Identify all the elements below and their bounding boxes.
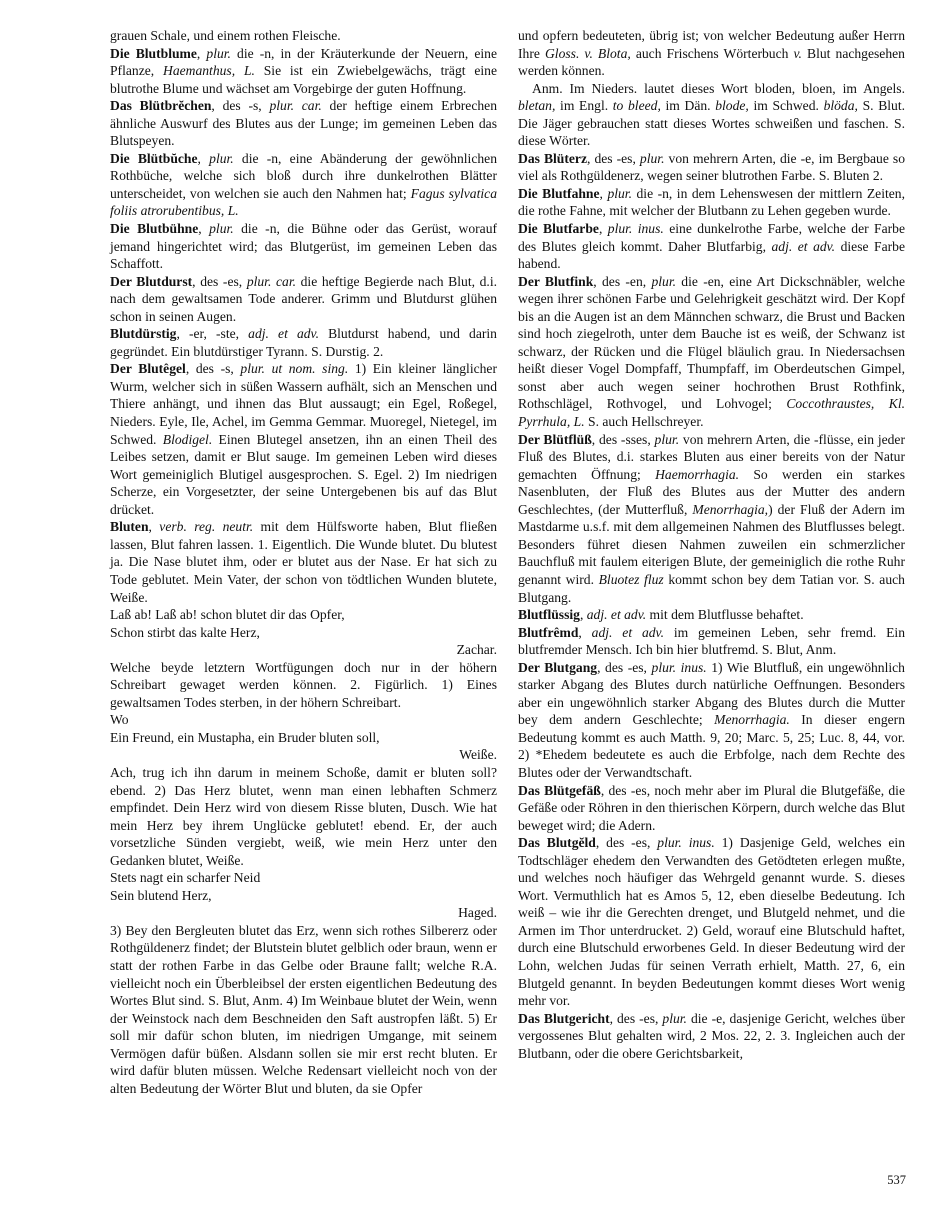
entry-headword: Das Blutgĕld: [518, 835, 596, 851]
italic-text: plur. inus.: [651, 659, 707, 675]
text-run: auch Frischens Wörterbuch: [630, 45, 794, 61]
text-run: mit dem Hülfsworte haben, Blut fließen lassen, Blut fahren lassen. 1. Eigentlich. Die Wunde blutet. Du blutest ja. Die Nase blutet ihm, oder er blutet aus der Nase. Er hat sich zu Tode geblutet. Mein Vater, der schon von tödtlichen Wunden blutete, Weiße.: [110, 519, 498, 605]
text-run: S. auch Hellschreyer.: [584, 414, 704, 430]
text-run: kommt schon bey dem Tatian vor. S. auch Blutgang.: [518, 571, 905, 605]
text-run: die -n, eine Abänderung der gewöhnlichen Rothbüche, welche sich bloß durch ihre dunkelrothen Blätter unterscheidet, von welchen sie auch den Nahmen hat;: [110, 150, 497, 201]
italic-text: plur.: [654, 431, 680, 447]
entry-headword: Das Blütgefäß: [518, 782, 601, 798]
italic-text: plur. inus.: [607, 221, 664, 237]
italic-text: plur. inus.: [657, 835, 715, 851]
italic-text: plur.: [662, 1010, 687, 1026]
italic-text: bletan,: [518, 98, 556, 114]
italic-text: Gloss. v. Blota,: [544, 45, 631, 61]
text-paragraph: [518, 27, 905, 80]
quote-attribution: Weiße.: [459, 747, 497, 763]
italic-text: Haemanthus, L.: [163, 63, 255, 79]
italic-text: plur.: [607, 185, 632, 201]
dictionary-entry: [110, 220, 497, 273]
text-run: Anm. Im Nieders. lautet dieses Wort bloden, bloen, im Angels.: [532, 80, 905, 96]
verse-line: Ein Freund, ein Mustapha, ein Bruder bluten soll,: [110, 729, 380, 745]
dictionary-entry: [110, 150, 497, 220]
dictionary-entry: [110, 325, 497, 360]
text-run: , des -es,: [595, 835, 658, 851]
dictionary-entry: [518, 1010, 905, 1063]
text-run: ,: [579, 607, 587, 623]
text-run: Blut nachgesehen werden können.: [518, 45, 905, 79]
entry-headword: Bluten: [110, 519, 149, 535]
italic-text: Bluotez fluz: [598, 571, 664, 587]
italic-text: to bleed,: [612, 98, 661, 114]
text-run: und opfern bedeuteten, übrig ist; von welcher Bedeutung außer Herrn Ihre: [518, 28, 905, 61]
dictionary-entry: [110, 273, 497, 326]
text-run: im Engl.: [555, 98, 613, 114]
italic-text: adj. et adv.: [591, 624, 664, 640]
entry-headword: Das Blütbrĕchen: [110, 98, 212, 114]
dictionary-entry: [110, 97, 497, 150]
text-run: die -n, die Bühne oder das Gerüst, worauf jemand hingerichtet wird; das Blutgerüst, im gemeinen Leben das Schaffott.: [110, 221, 498, 272]
text-run: eine dunkelrothe Farbe, welche der Farbe des Blutes gleich kommt. Daher Blutfarbig,: [518, 221, 906, 254]
entry-headword: Der Blutêgel: [110, 361, 186, 377]
text-run: ,: [148, 519, 160, 535]
verse-line: Schon stirbt das kalte Herz,: [110, 624, 260, 640]
text-run: im gemeinen Leben, sehr fremd. Ein blutfremder Mensch. Ich bin hier blutfremd. S. Blut, Anm.: [518, 624, 905, 658]
italic-text: Menorrhagia.: [714, 712, 790, 728]
dictionary-entry: [518, 273, 905, 431]
text-run: die heftige Begierde nach Blut, d.i. nach dem gewaltsamen Tode anderer. Grimm und Blutdurst glühen schon in seinen Augen.: [110, 273, 497, 324]
text-run: , -er, -ste,: [176, 326, 249, 342]
dictionary-entry: [518, 624, 905, 659]
dictionary-entry: [518, 606, 905, 624]
entry-headword: Der Blütflüß: [518, 431, 592, 447]
entry-headword: Blutfrêmd: [518, 624, 579, 640]
italic-text: plur. ut nom. sing.: [240, 361, 349, 377]
quote-attribution: Zachar.: [456, 642, 497, 658]
italic-text: verb. reg. neutr.: [159, 519, 254, 535]
text-run: Blutdurst habend, und darin gegründet. Ein blutdürstiger Tyrann. S. Durstig. 2.: [110, 326, 497, 359]
quote-attribution: Haged.: [458, 905, 497, 921]
dictionary-entry: [518, 431, 905, 606]
text-run: ,: [198, 221, 210, 237]
entry-headword: Der Blutfink: [518, 273, 594, 289]
text-run: ,: [599, 185, 608, 201]
dictionary-entry: [518, 834, 905, 1009]
italic-text: adj. et adv.: [586, 607, 647, 623]
text-paragraph: [110, 764, 497, 869]
text-run: die -en, eine Art Dickschnäbler, welche wegen ihrer schönen Farbe und Gelehrigkeit geschätzt wird. Der Kopf bis an die Augen ist an dem Männchen schwarz, die Brust und Backen sind hoch ziegelroth, unter dem Bauche ist es weiß, der Schwanz ist schwarz, der Rücken und die Flügel bläulich grau. In Niedersachsen heißt dieser Vogel Dompfaff, Thumpfaff, im Oberdeutschen Gimpel, sonst aber auch wegen seiner hochrothen Brust Rothfink, Rothschlägel, Rothvogel, und Lohvogel;: [518, 273, 905, 412]
text-run: Einen Blutegel ansetzen, ihn an einen Theil des Leibes setzen, damit er Blut sauge. Im gemeinen Leben wird dieses Wort gemeiniglich Blutigel ausgesprochen. S. Egel. 2) Im niedrigen Scherze, ein Vorgesetzter, der seine Untergebenen bis auf das Blut drücket.: [110, 431, 497, 517]
text-run: 1) Wie Blutfluß, ein ungewöhnlich starker Abgang des Blutes durch natürliche Oeffnungen. Besonders aber ein ungewöhnlich starker Abgang des Blutes durch die Mutter bey dem andern Geschlechte;: [518, 659, 905, 728]
text-run: der heftige einem Erbrechen ähnliche Auswurf des Blutes aus der Lunge; im gemeinen Leben das Blutspeyen.: [110, 98, 497, 149]
right-column: [518, 27, 905, 1062]
entry-headword: Die Blutfarbe: [518, 221, 599, 237]
entry-headword: Blutdürstig: [110, 326, 177, 342]
text-run: , des -es, noch mehr aber im Plural die Blutgefäße, die Gefäße oder Röhren in den thierischen Körpern, durch welche das Blut beweget wird; die Adern.: [518, 782, 905, 833]
text-run: die -e, dasjenige Gericht, welches über vergossenes Blut gehalten wird, 2 Mos. 22, 2. 3. Ingleichen auch der Blutbann, oder die obere Gerichtsbarkeit,: [518, 1010, 906, 1061]
text-run: von mehrern Arten, die -e, im Bergbaue so viel als Rothgüldenerz, wegen seiner blutrothen Farbe. S. Bluten 2.: [518, 150, 906, 184]
italic-text: plur.: [209, 150, 234, 166]
italic-text: blode,: [715, 98, 749, 114]
text-paragraph: [110, 659, 497, 712]
text-run: die -n, in dem Lehenswesen der mittlern Zeiten, die rothe Fahne, mit welcher der Blutbann zu Lehen gegeben wurde.: [518, 185, 905, 219]
entry-headword: Die Blütbŭche: [110, 150, 198, 166]
italic-text: plur. car.: [269, 98, 322, 114]
text-run: im Schwed.: [748, 98, 824, 114]
italic-text: plur. car.: [246, 273, 296, 289]
text-run: 1) Ein kleiner länglicher Wurm, welcher sich in süßen Wassern aufhält, sich an Menschen und Thiere anhängt, und ihnen das Blut aussaugt; ein Egel, Roßegel, Nieders. Eyle, Ile, Achel, im Gemma Gemmar. Muoregel, Nietegel, im Schwed.: [110, 361, 497, 447]
italic-text: Blodigel.: [162, 431, 213, 447]
text-run: 3) Bey den Bergleuten blutet das Erz, wenn sich rothes Silbererz oder Rothgüldenerz findet; der Blutstein blutet gelblich oder braun, wenn er statt der rothen Farbe in das Gelbe oder Braune fallt; welche R.A. vielleicht noch ein Überbleibsel der ersten eigentlichen Bedeutung des Wortes Blut sind. S. Blut, Anm. 4) Im Weinbaue blutet der Wein, wenn der Weinstock nach dem Beschneiden den Saft austropfen läßt. 5) Er soll mir dafür schon bluten, im niedrigen Umgange, mit seinem Vermögen dafür büßen. Alsdann sollen sie mir erst recht bluten. Er wird dafür bluten müssen. Welche Redensart vielleicht noch von der alten Bedeutung der Wörter Blut und bluten, da sie Opfer: [110, 922, 497, 1096]
text-run: ,: [197, 150, 210, 166]
text-run: , des -sses,: [591, 431, 655, 447]
italic-text: Coccothraustes, Kl. Pyrrhula, L.: [518, 396, 905, 430]
verse-line: Wo: [110, 712, 129, 728]
text-paragraph: [518, 80, 905, 150]
italic-text: v.: [793, 45, 802, 61]
text-run: die -n, in der Kräuterkunde der Neuern, eine Pflanze,: [110, 45, 497, 79]
text-run: mit dem Blutflusse behaftet.: [646, 607, 804, 623]
dictionary-entry: [518, 782, 905, 835]
italic-text: blöda,: [823, 98, 858, 114]
text-paragraph: [110, 27, 497, 45]
text-paragraph: [110, 922, 497, 1097]
entry-headword: Blutflüssig: [518, 607, 580, 623]
text-run: Ach, trug ich ihn darum in meinem Schoße, damit er bluten soll? ebend. 2) Das Herz blutet, wenn man einen lebhaften Schmerz empfindet. Dein Herz wird von diesem Risse bluten, Dusch. Wie hat mein Herz bey ihrem Unglücke geblutet! ebend. Er, der auch vorsetzliche Sünden vergiebt, weiß, wie mein Herz unter den Gedanken blutet, Weiße.: [110, 764, 497, 868]
dictionary-entry: [110, 518, 497, 606]
entry-headword: Der Blutdurst: [110, 273, 193, 289]
italic-text: adj. et adv.: [771, 238, 836, 254]
italic-text: plur.: [651, 273, 677, 289]
text-run: ,: [578, 624, 592, 640]
text-run: , des -es,: [587, 150, 640, 166]
dictionary-entry: [518, 659, 905, 782]
text-run: , des -en,: [593, 273, 652, 289]
text-run: ) der Fluß der Adern im Mastdarme u.s.f. mit dem allgemeinen Nahmen des Blutflusses belegt. Besonders führet diesen Nahmen zuweilen ein schmerzlicher Bauchfluß mit faulem eiterigen Blute, der gemeiniglich die rothe Ruhr genannt wird.: [518, 501, 905, 587]
text-run: In dieser engern Bedeutung kommt es auch Matth. 9, 20; Marc. 5, 25; Luc. 8, 44, vor. 2) *Ehedem bedeutete es auch die Erbfolge, nach dem Rechte des Blutes oder der Verwandtschaft.: [518, 712, 905, 780]
dictionary-entry: [518, 185, 905, 220]
text-run: diese Farbe habend.: [518, 238, 905, 272]
italic-text: adj. et adv.: [248, 326, 319, 342]
text-run: So werden ein starkes Nasenbluten, der Fluß des Blutes aus der Mutter des andern Geschlechtes, (der Mutterfluß,: [518, 466, 906, 517]
italic-text: plur.: [639, 150, 665, 166]
dictionary-entry: [110, 45, 497, 98]
entry-headword: Die Blutblume: [110, 45, 197, 61]
italic-text: Haemorrhagia.: [655, 466, 740, 482]
entry-headword: Die Blutbühne: [110, 221, 199, 237]
text-run: ,: [196, 45, 207, 61]
dictionary-entry: [518, 150, 905, 185]
text-run: , des -es,: [597, 659, 652, 675]
text-run: , des -s,: [211, 98, 270, 114]
entry-headword: Das Blutgericht: [518, 1010, 610, 1026]
verse-line: Stets nagt ein scharfer Neid: [110, 870, 261, 886]
text-run: , des -s,: [185, 361, 241, 377]
left-column: [110, 27, 497, 1097]
text-run: im Dän.: [660, 98, 716, 114]
entry-headword: Das Blüterz: [518, 150, 587, 166]
dictionary-entry: [110, 360, 497, 518]
italic-text: Menorrhagia,: [692, 501, 769, 517]
text-run: S. Blut. Die Jäger gebrauchen statt dieses Wortes schweißen und faschen. S. diese Wörter.: [518, 98, 906, 149]
text-run: Welche beyde letztern Wortfügungen doch nur in der höhern Schreibart gewaget werden können. 2. Figürlich. 1) Eines gewaltsamen Todes sterben, in der höhern Schreibart.: [110, 659, 497, 710]
text-run: von mehrern Arten, die -flüsse, ein jeder Fluß des Blutes, d.i. starkes Bluten aus einer bereits von der Natur gemachten Öffnung;: [518, 431, 905, 482]
dictionary-entry: [518, 220, 905, 273]
italic-text: Fagus sylvatica foliis atrorubentibus, L.: [110, 185, 497, 219]
text-run: grauen Schale, und einem rothen Fleische.: [110, 28, 341, 43]
entry-headword: Der Blutgang: [518, 659, 598, 675]
verse-line: Sein blutend Herz,: [110, 887, 212, 903]
text-run: Sie ist ein Zwiebelgewächs, trägt eine blutrothe Blume und wächset am Vorgebirge der guten Hoffnung.: [110, 63, 497, 96]
italic-text: plur.: [206, 45, 231, 61]
entry-headword: Die Blutfahne: [518, 185, 600, 201]
text-run: 1) Dasjenige Geld, welches ein Todtschläger ehedem den Verwandten des Getödteten erlegen mußte, und welches noch häufiger das Wehrgeld genannt wurde. S. dieses Wort. Vermuthlich hat es Amos 5, 12, eben dieselbe Bedeutung. Ich weiß – wie ihr die Gerechten drenget, und Blutgeld nehmet, und die Armen im Thor unterdrucket. 2) Geld, worauf eine Blutschuld haftet, durch eine Blutschuld erworbenes Geld. In dieser Bedeutung wird der Lohn, welchen Judas für seinen Verrath erhielt, Matth. 27, 6, ein Blutgeld genannt. In beyden Bedeutungen kommt dieses Wort wenig mehr vor.: [518, 835, 905, 1009]
text-run: , des -es,: [609, 1010, 663, 1026]
verse-line: Laß ab! Laß ab! schon blutet dir das Opfer,: [110, 607, 345, 623]
page-number: 537: [887, 1173, 906, 1187]
text-run: ,: [598, 221, 608, 237]
italic-text: plur.: [209, 221, 234, 237]
text-run: , des -es,: [192, 273, 247, 289]
